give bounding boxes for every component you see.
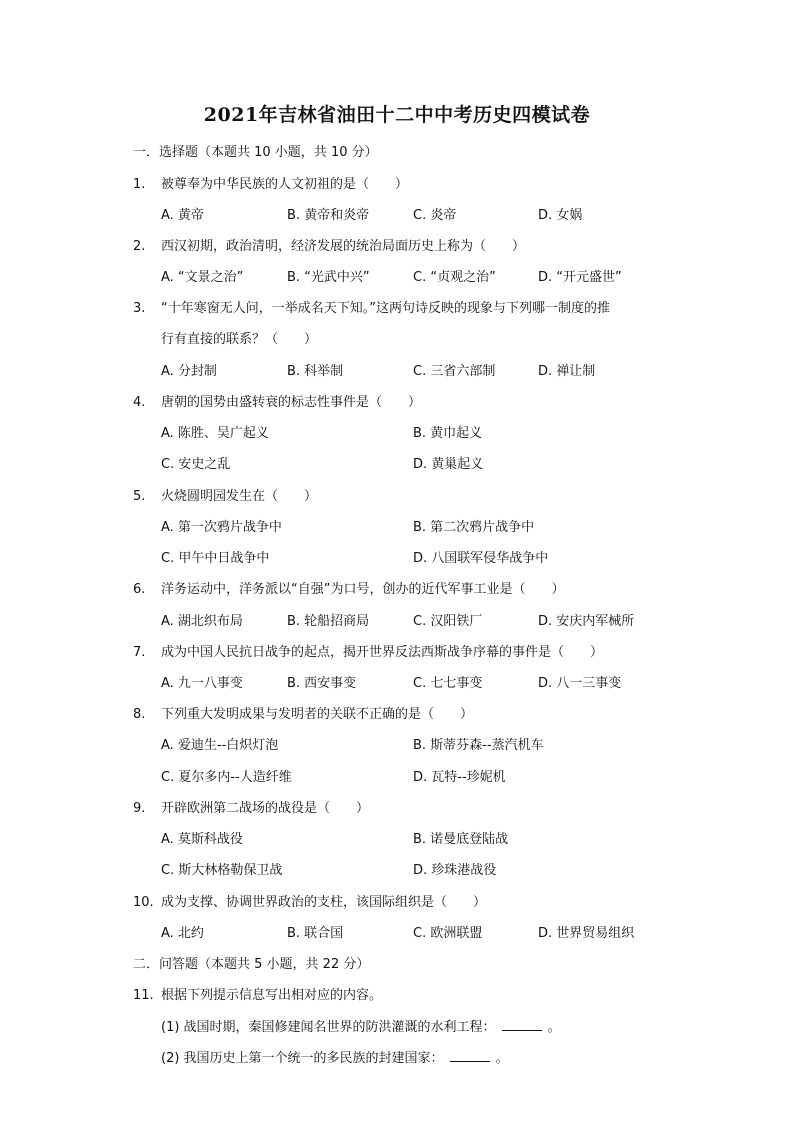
option-d: D. 安庆内军械所 [538, 614, 635, 629]
answer-blank [450, 1049, 490, 1062]
question-2 [133, 235, 525, 254]
question-number: 3. [133, 301, 146, 316]
question-text: 开辟欧洲第二战场的战役是（ ） [161, 801, 370, 816]
sub-question-1 [161, 1016, 561, 1035]
option-b: B. 西安事变 [287, 676, 357, 691]
question-text: 下列重大发明成果与发明者的关联不正确的是（ ） [161, 707, 474, 722]
option-d: D. 八一三事变 [538, 676, 622, 691]
option-c: C. 炎帝 [413, 208, 457, 223]
option-d: D. “开元盛世” [538, 270, 622, 285]
question-text: “十年寒窗无人问，一举成名天下知。”这两句诗反映的现象与下列哪一制度的推 [161, 301, 610, 316]
option-a: A. 北约 [161, 926, 204, 941]
question-text: 成为支撑、协调世界政治的支柱，该国际组织是（ ） [161, 895, 487, 910]
option-b: B. 黄帝和炎帝 [287, 208, 370, 223]
option-a: A. 九一八事变 [161, 676, 243, 691]
option-b: B. 斯蒂芬森--蒸汽机车 [413, 738, 544, 753]
question-number: 6. [133, 582, 146, 597]
question-number: 8. [133, 707, 146, 722]
sub-question-2 [161, 1047, 509, 1066]
section-heading-choice: 一．选择题（本题共 10 小题，共 10 分） [133, 145, 378, 160]
question-4 [133, 391, 421, 410]
option-c: C. 七七事变 [413, 676, 483, 691]
option-c: C. “贞观之治” [413, 270, 496, 285]
option-a: A. 黄帝 [161, 208, 204, 223]
option-a: A. 爱迪生--白炽灯泡 [161, 738, 279, 753]
option-d: D. 八国联军侵华战争中 [413, 551, 549, 566]
question-text: 洋务运动中，洋务派以“自强”为口号，创办的近代军事工业是（ ） [161, 582, 565, 597]
question-number: 11. [133, 988, 154, 1003]
section-heading-qa: 二．问答题（本题共 5 小题，共 22 分） [133, 957, 370, 972]
option-b: B. 科举制 [287, 364, 344, 379]
option-d: D. 瓦特--珍妮机 [413, 770, 506, 785]
option-c: C. 甲午中日战争中 [161, 551, 270, 566]
question-10 [133, 891, 486, 910]
question-number: 2. [133, 239, 146, 254]
question-text-continued: 行有直接的联系？（ ） [161, 332, 318, 347]
page-title: 2021年吉林省油田十二中中考历史四模试卷 [203, 104, 591, 126]
option-d: D. 珍珠港战役 [413, 863, 497, 878]
question-text: 西汉初期，政治清明，经济发展的统治局面历史上称为（ ） [161, 239, 526, 254]
question-number: 10. [133, 895, 154, 910]
question-9 [133, 797, 369, 816]
question-8 [133, 703, 473, 722]
question-6 [133, 578, 564, 597]
option-b: B. 轮船招商局 [287, 614, 370, 629]
question-5 [133, 485, 317, 504]
sub-question-end: 。 [547, 1020, 561, 1035]
question-3 [133, 297, 610, 316]
question-11 [133, 984, 382, 1003]
question-number: 9. [133, 801, 146, 816]
option-b: B. 第二次鸦片战争中 [413, 520, 535, 535]
option-d: D. 黄巢起义 [413, 457, 484, 472]
question-text: 被尊奉为中华民族的人文初祖的是（ ） [161, 177, 409, 192]
option-d: D. 禅让制 [538, 364, 596, 379]
sub-question-text: (2) 我国历史上第一个统一的多民族的封建国家： [161, 1051, 444, 1066]
question-number: 1. [133, 177, 146, 192]
option-a: A. 分封制 [161, 364, 217, 379]
option-d: D. 世界贸易组织 [538, 926, 635, 941]
question-number: 7. [133, 645, 146, 660]
question-7 [133, 641, 603, 660]
option-a: A. 莫斯科战役 [161, 832, 243, 847]
option-c: C. 欧洲联盟 [413, 926, 483, 941]
option-b: B. 联合国 [287, 926, 344, 941]
sub-question-end: 。 [495, 1051, 509, 1066]
question-text: 火烧圆明园发生在（ ） [161, 489, 318, 504]
option-a: A. “文景之治” [161, 270, 244, 285]
option-a: A. 陈胜、吴广起义 [161, 426, 269, 441]
question-text: 成为中国人民抗日战争的起点，揭开世界反法西斯战争序幕的事件是（ ） [161, 645, 604, 660]
sub-question-text: (1) 战国时期，秦国修建闻名世界的防洪灌溉的水利工程： [161, 1020, 496, 1035]
option-b: B. 黄巾起义 [413, 426, 483, 441]
option-a: A. 湖北织布局 [161, 614, 243, 629]
option-c: C. 安史之乱 [161, 457, 231, 472]
question-1 [133, 173, 408, 192]
question-text: 唐朝的国势由盛转衰的标志性事件是（ ） [161, 395, 422, 410]
option-c: C. 夏尔多内--人造纤维 [161, 770, 292, 785]
option-c: C. 汉阳铁厂 [413, 614, 483, 629]
option-d: D. 女娲 [538, 208, 583, 223]
option-b: B. 诺曼底登陆战 [413, 832, 509, 847]
question-number: 4. [133, 395, 146, 410]
option-b: B. “光武中兴” [287, 270, 370, 285]
option-a: A. 第一次鸦片战争中 [161, 520, 282, 535]
answer-blank [502, 1018, 542, 1031]
option-c: C. 三省六部制 [413, 364, 496, 379]
option-c: C. 斯大林格勒保卫战 [161, 863, 283, 878]
question-number: 5. [133, 489, 146, 504]
question-text: 根据下列提示信息写出相对应的内容。 [161, 988, 383, 1003]
